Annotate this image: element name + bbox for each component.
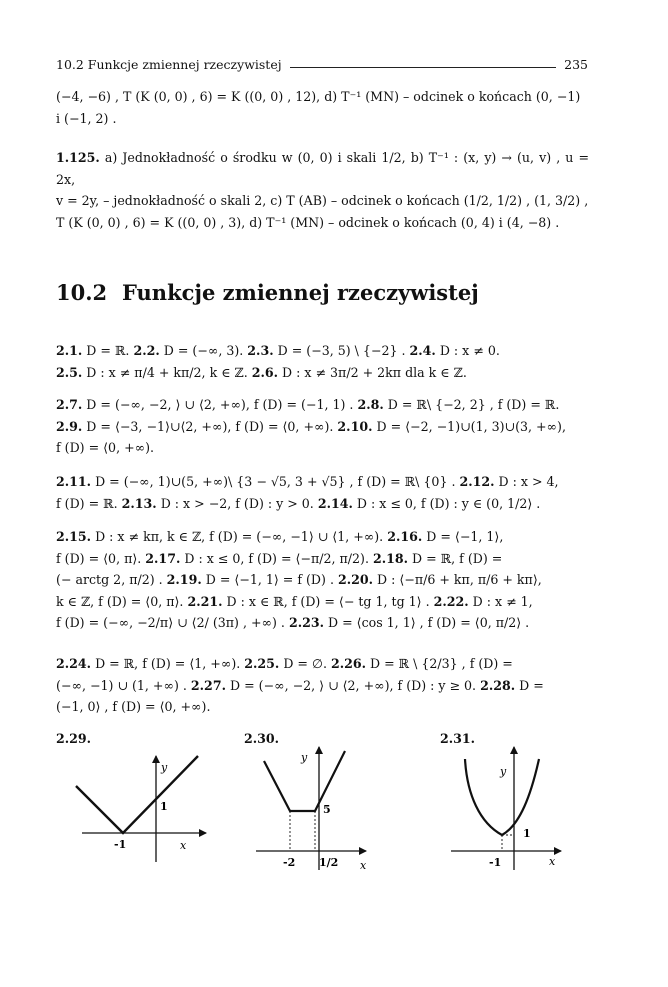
graph-2-31 <box>445 745 575 875</box>
answer-1-125 <box>56 147 589 233</box>
answer-number: 2.18. <box>372 550 409 566</box>
answer-text: D : x > 4, <box>494 474 559 489</box>
answers-group-1 <box>56 340 589 383</box>
answer-text: D = ℝ, f (D) = ⟨1, +∞). <box>91 656 245 671</box>
text-line: v = 2y, – jednokładność o skali 2, c) T (AB) – odcinek o końcach (1/2, 1/2) , (1, 3/2) , <box>56 193 589 208</box>
answer-text: D = ℝ \ {2/3} , f (D) = <box>366 656 513 671</box>
answer-number: 2.16. <box>387 529 423 544</box>
x-axis-label: x <box>180 839 187 852</box>
answer-text: D = ⟨cos 1, 1⟩ , f (D) = ⟨0, π/2⟩ . <box>324 615 530 630</box>
answer-text: D : x ≤ 0, f (D) = ⟨−π/2, π/2). <box>180 550 373 566</box>
graph-curve <box>76 756 198 833</box>
answer-number: 2.1. <box>56 343 83 358</box>
graph-2-30 <box>250 745 390 875</box>
answer-number: 2.24. <box>56 656 92 671</box>
answer-text: f (D) = ⟨0, +∞). <box>56 440 155 455</box>
mark-x-label: 1/2 <box>319 856 339 869</box>
answer-line <box>56 526 589 548</box>
page-number: 235 <box>564 57 588 72</box>
answer-text: k ∈ ℤ, f (D) = ⟨0, π⟩. <box>56 593 188 609</box>
answers-group-4 <box>56 526 589 634</box>
answer-number: 2.22. <box>433 593 469 609</box>
header-rule <box>290 67 557 68</box>
answer-number: 2.2. <box>133 343 160 358</box>
mark-x-label: -2 <box>283 856 296 869</box>
answer-line <box>56 548 589 570</box>
text-line: (−4, −6) , T (K (0, 0) , 6) = K ((0, 0) , 12), d) T⁻¹ (MN) – odcinek o końcach (0, −1) <box>56 89 581 104</box>
answer-number: 2.11. <box>56 474 92 489</box>
answer-text: (−1, 0⟩ , f (D) = ⟨0, +∞). <box>56 699 211 714</box>
answer-text: D : x ≠ π/4 + kπ/2, k ∈ ℤ. <box>82 364 252 380</box>
answer-number: 2.6. <box>251 364 279 380</box>
answer-text: D = (−∞, −2, ⟩ ∪ ⟨2, +∞), f (D) = (−1, 1) . <box>82 397 358 412</box>
answer-text: D = (−∞, 1)∪(5, +∞)\ {3 − √5, 3 + √5} , f (D) = ℝ\ {0} . <box>91 474 460 489</box>
answer-line <box>56 612 589 634</box>
answer-number: 2.26. <box>330 656 367 671</box>
answer-number: 2.13. <box>121 495 157 511</box>
answer-line <box>56 696 589 718</box>
answers-group-2 <box>56 394 589 459</box>
mark-x-label: -1 <box>489 856 502 869</box>
section-number: 10.2 <box>56 280 108 305</box>
answer-text: D = ⟨−2, −1)∪(1, 3)∪(3, +∞), <box>372 418 566 434</box>
figure-label-2-31: 2.31. <box>440 731 476 746</box>
answer-text: D = ℝ, f (D) = <box>408 550 503 566</box>
answer-text: D : x ≠ 1, <box>468 593 533 609</box>
answer-number: 2.10. <box>337 418 373 434</box>
mark-y-label: 1 <box>523 827 531 840</box>
answer-line <box>56 394 589 416</box>
answer-text: D : x ≠ 0. <box>435 343 500 358</box>
answer-line <box>56 653 589 675</box>
answer-number: 2.15. <box>56 529 92 544</box>
figure-label-2-30: 2.30. <box>244 731 280 746</box>
mark-y-label: 1 <box>160 800 168 813</box>
answer-line <box>56 493 589 515</box>
answer-text: D : x ≠ kπ, k ∈ ℤ, f (D) = (−∞, −1⟩ ∪ ⟨1, +∞). <box>91 529 388 544</box>
answer-number: 2.8. <box>357 397 384 412</box>
answer-number: 2.9. <box>56 418 83 434</box>
answer-text: (− arctg 2, π/2) . <box>56 572 167 587</box>
answer-number: 2.12. <box>459 474 495 489</box>
answer-line <box>56 416 589 438</box>
x-axis-label: x <box>549 855 556 868</box>
answer-number: 2.21. <box>187 593 223 609</box>
y-axis-label: y <box>301 751 308 764</box>
answer-line <box>56 437 589 459</box>
text-line: i (−1, 2) . <box>56 110 117 126</box>
answer-text: f (D) = ⟨0, π⟩. <box>56 550 146 566</box>
answer-text: D : x ≠ 3π/2 + 2kπ dla k ∈ ℤ. <box>278 364 467 380</box>
answer-text: D = <box>515 677 544 693</box>
figure-label-2-29: 2.29. <box>56 731 92 746</box>
x-axis-label: x <box>360 859 367 872</box>
answer-line <box>56 569 589 591</box>
answer-text: f (D) = (−∞, −2/π⟩ ∪ ⟨2/ (3π) , +∞) . <box>56 615 289 630</box>
answer-text: D = ⟨−1, 1⟩ = f (D) . <box>201 572 338 587</box>
answer-text: D = ⟨−1, 1⟩, <box>422 529 504 544</box>
answer-number: 2.19. <box>166 572 202 587</box>
answer-number: 2.25. <box>244 656 280 671</box>
answers-group-5 <box>56 653 589 718</box>
answer-line <box>56 362 589 384</box>
section-name: Funkcje zmiennej rzeczywistej <box>122 280 479 305</box>
answer-line <box>56 675 589 697</box>
answer-text: D : x ∈ ℝ, f (D) = ⟨− tg 1, tg 1⟩ . <box>222 593 434 609</box>
answer-number: 2.28. <box>480 677 516 693</box>
answer-text: D = ℝ\ {−2, 2} , f (D) = ℝ. <box>383 397 560 412</box>
answer-number: 1.125. <box>56 150 100 165</box>
answer-text: D = ∅. <box>279 656 331 671</box>
answer-text: D : ⟨−π/6 + kπ, π/6 + kπ⟩, <box>373 572 542 587</box>
answer-number: 2.4. <box>409 343 436 358</box>
answer-text: D = (−3, 5) \ {−2} . <box>273 343 410 358</box>
answer-text: D = ⟨−3, −1⟩∪⟨2, +∞), f (D) = ⟨0, +∞). <box>82 418 338 434</box>
answer-line <box>56 591 589 613</box>
graph-2-29 <box>70 750 210 870</box>
answer-line <box>56 471 589 493</box>
answer-number: 2.27. <box>190 677 226 693</box>
mark-x-label: -1 <box>114 838 127 851</box>
running-title: 10.2 Funkcje zmiennej rzeczywistej <box>56 57 282 72</box>
answer-number: 2.17. <box>145 550 181 566</box>
text-line: 1.125. a) Jednokładność o środku w (0, 0) i skali 1/2, b) T⁻¹ : (x, y) → (u, v) , u = 2x, <box>56 150 589 187</box>
running-header <box>56 52 588 72</box>
answer-number: 2.23. <box>288 615 324 630</box>
answer-text: D = (−∞, 3). <box>159 343 248 358</box>
answer-text: D : x ≤ 0, f (D) : y ∈ (0, 1/2⟩ . <box>352 495 541 511</box>
answer-text: D = (−∞, −2, ⟩ ∪ ⟨2, +∞), f (D) : y ≥ 0. <box>225 677 481 693</box>
answer-line <box>56 340 589 362</box>
text-line: T (K (0, 0) , 6) = K ((0, 0) , 3), d) T⁻¹ (MN) – odcinek o końcach (0, 4) i (4, −8) . <box>56 214 560 230</box>
answer-number: 2.20. <box>337 572 374 587</box>
answer-text: f (D) = ℝ. <box>56 495 122 511</box>
answer-number: 2.7. <box>56 397 83 412</box>
answer-number: 2.5. <box>56 364 83 380</box>
answer-text: D : x > −2, f (D) : y > 0. <box>156 495 318 511</box>
answer-text: D = ℝ. <box>82 343 134 358</box>
answer-continuation <box>56 86 589 129</box>
answers-group-3 <box>56 471 589 514</box>
answer-number: 2.3. <box>247 343 274 358</box>
y-axis-label: y <box>500 765 507 778</box>
y-axis-label: y <box>161 761 168 774</box>
section-title <box>56 280 479 305</box>
answer-text: (−∞, −1) ∪ (1, +∞) . <box>56 677 191 693</box>
answer-number: 2.14. <box>317 495 353 511</box>
mark-y-label: 5 <box>323 803 331 816</box>
